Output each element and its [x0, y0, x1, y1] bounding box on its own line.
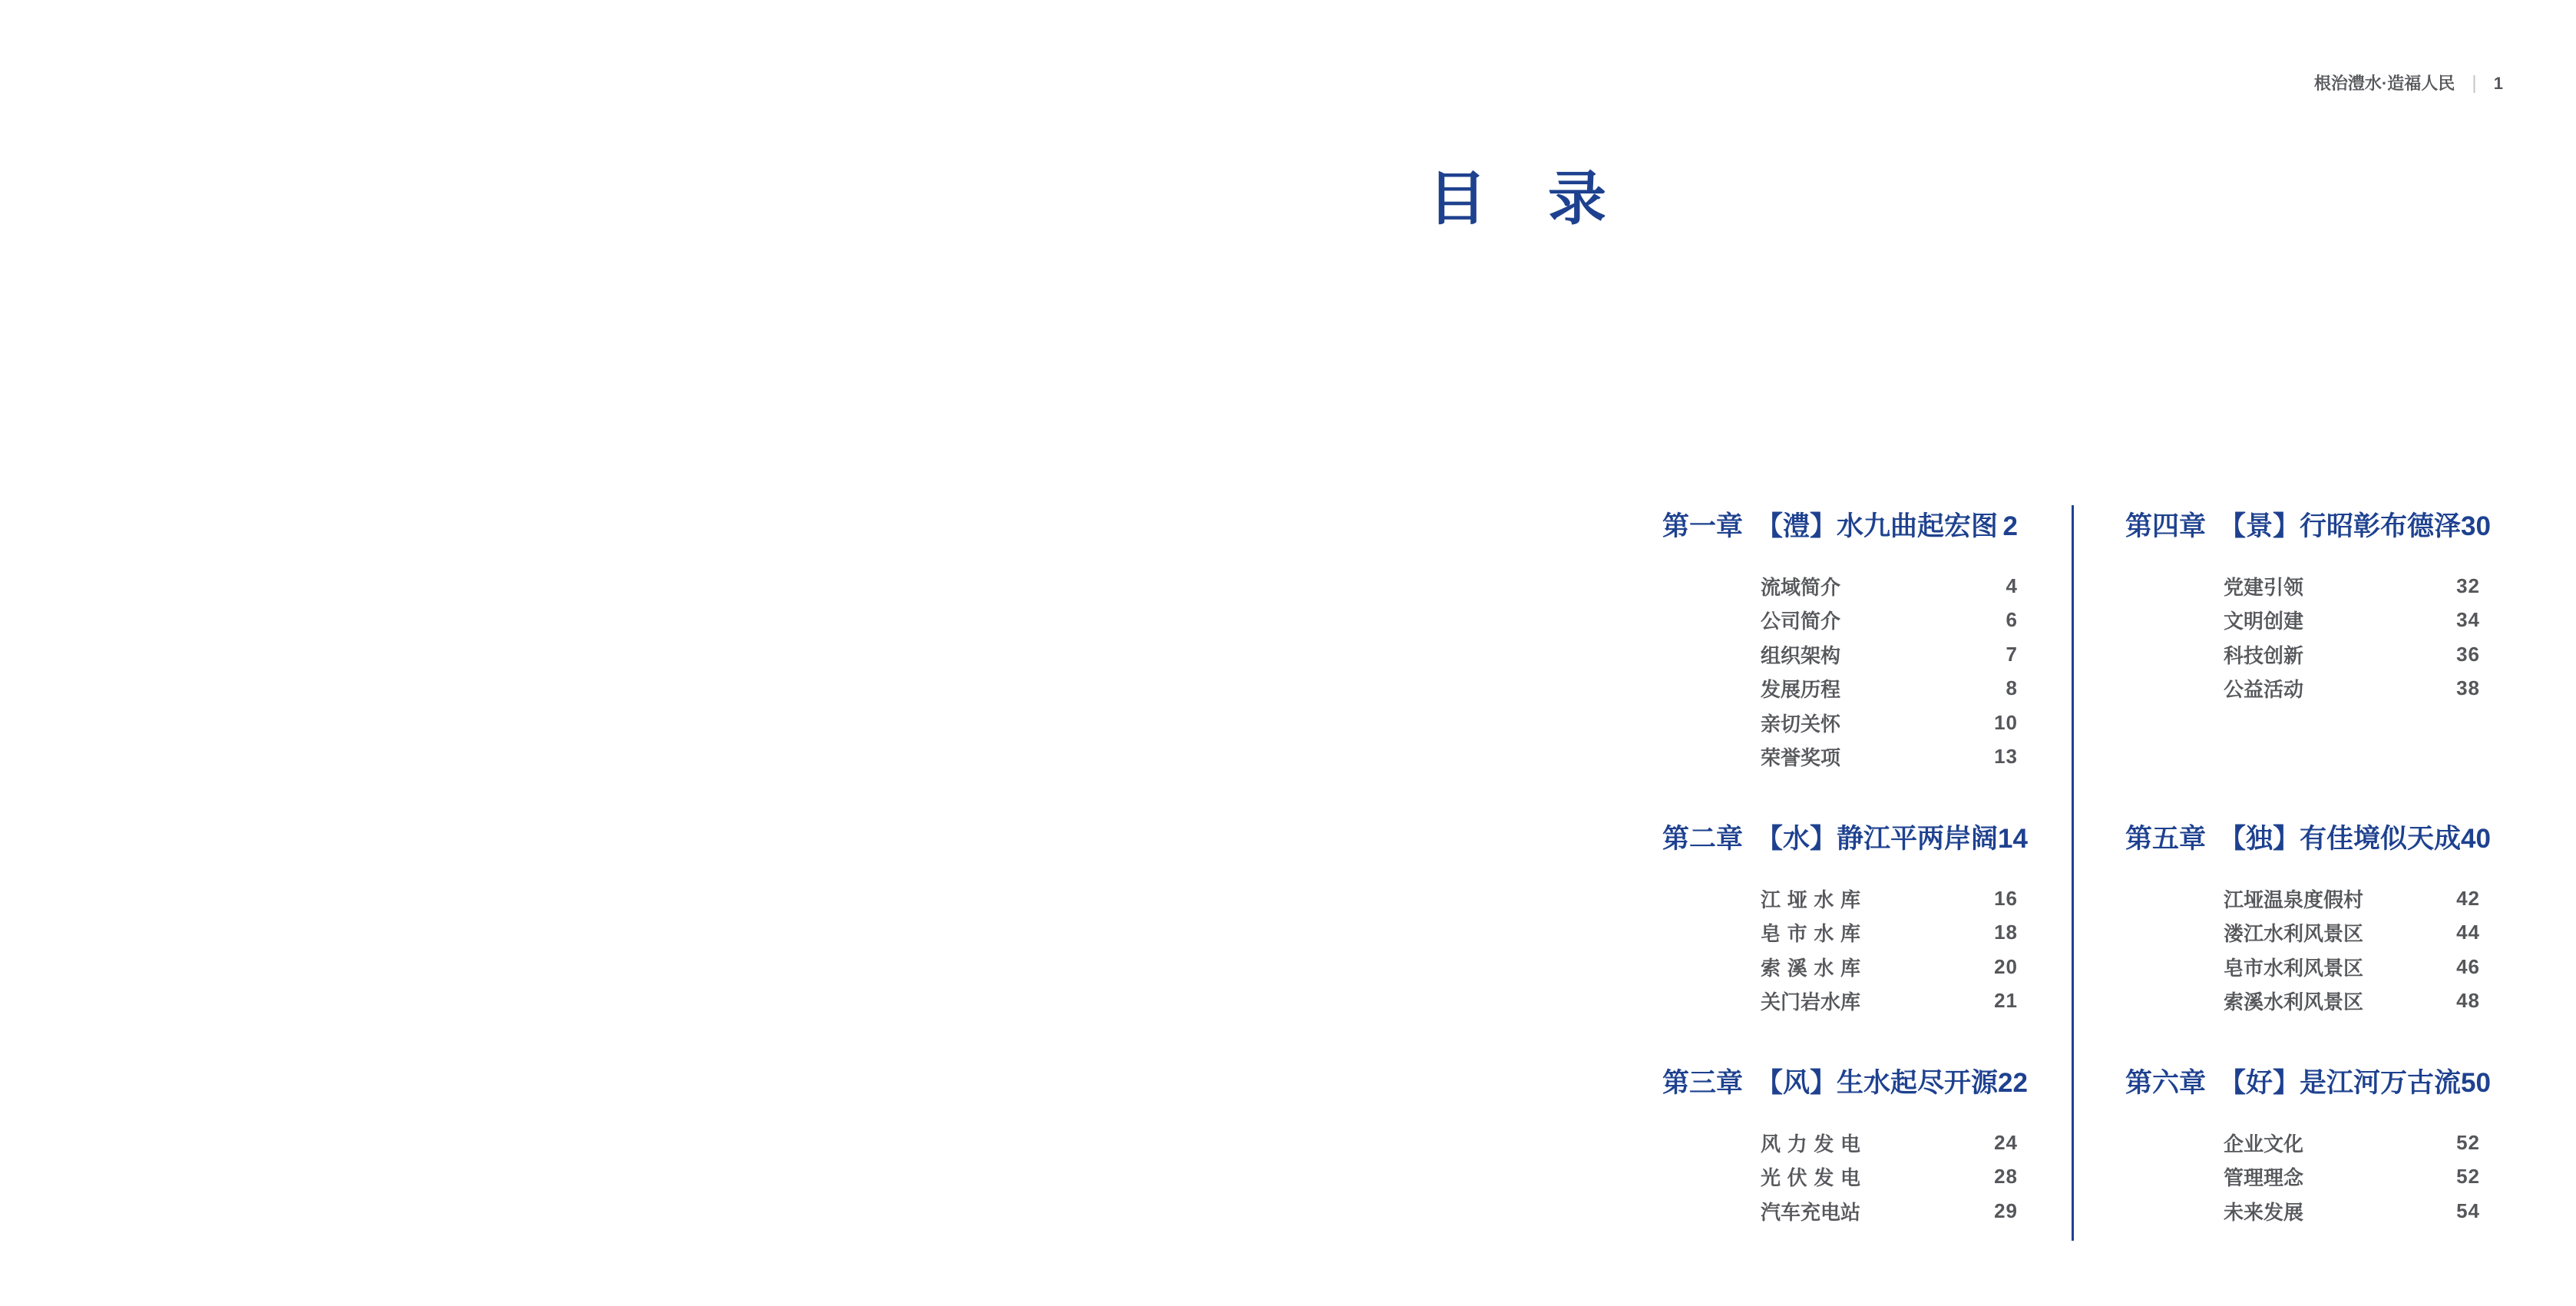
- toc-item-label: 流域简介: [1761, 575, 1841, 599]
- toc-item[interactable]: [1761, 1194, 2018, 1228]
- toc-item[interactable]: [1761, 672, 2018, 706]
- toc-item-label: 科技创新: [2224, 643, 2304, 667]
- toc-right-column: [2125, 0, 2491, 1306]
- chapter-title: 【景】行昭彰布德泽: [2219, 511, 2462, 541]
- toc-item-page-number: 42: [2456, 886, 2480, 910]
- toc-item-label: 管理理念: [2224, 1166, 2304, 1190]
- toc-item-page-number: 7: [2006, 642, 2018, 666]
- toc-item-page-number: 13: [1994, 745, 2018, 769]
- toc-chapter: [1662, 823, 2028, 1018]
- chapter-title: 【澧】水九曲起宏图: [1756, 511, 1999, 541]
- toc-item-page-number: 52: [2456, 1165, 2480, 1189]
- header-slogan: 根治澧水·造福人民: [2313, 74, 2455, 93]
- toc-chapter: [2125, 1067, 2491, 1228]
- chapter-entry[interactable]: [1662, 823, 2028, 855]
- chapter-title: 【水】静江平两岸阔: [1756, 824, 1999, 854]
- toc-item[interactable]: [1761, 603, 2018, 638]
- toc-item-page-number: 48: [2456, 989, 2480, 1013]
- toc-item-label: 江垭水库: [1761, 888, 1860, 911]
- toc-item[interactable]: [2224, 637, 2480, 672]
- toc-chapter: [1662, 511, 2018, 774]
- page-title: 目 录: [1428, 167, 1608, 232]
- chapter-title: 【好】是江河万古流: [2219, 1068, 2462, 1098]
- chapter-entry[interactable]: [2125, 511, 2491, 543]
- toc-chapter: [1662, 1067, 2028, 1228]
- toc-item[interactable]: [1761, 569, 2018, 603]
- toc-item-label: 公益活动: [2224, 678, 2304, 702]
- toc-item-page-number: 34: [2456, 608, 2480, 632]
- chapter-page-number: 2: [2002, 511, 2018, 541]
- chapter-number: 第三章: [1662, 1068, 1744, 1098]
- chapter-page-number: 50: [2461, 1068, 2491, 1098]
- chapter-entry[interactable]: [1662, 511, 2018, 543]
- toc-item-label: 未来发展: [2224, 1200, 2304, 1224]
- chapter-page-number: 22: [1998, 1068, 2028, 1098]
- toc-chapter: [2125, 511, 2491, 706]
- toc-item[interactable]: [1761, 1126, 2018, 1160]
- toc-chapter: [2125, 823, 2491, 1018]
- chapter-entry[interactable]: [1662, 1067, 2028, 1099]
- toc-left-column: [1662, 0, 2028, 1306]
- toc-item[interactable]: [2224, 603, 2480, 638]
- toc-item-label: 公司简介: [1761, 610, 1841, 633]
- toc-item[interactable]: [2224, 672, 2480, 706]
- toc-item-page-number: 18: [1994, 921, 2018, 944]
- chapter-items: [2125, 569, 2480, 706]
- chapter-page-number: 30: [2461, 511, 2491, 541]
- toc-item-page-number: 8: [2006, 676, 2018, 700]
- toc-item[interactable]: [1761, 706, 2018, 740]
- toc-item-page-number: 24: [1994, 1130, 2018, 1154]
- toc-item-page-number: 44: [2456, 921, 2480, 944]
- toc-item[interactable]: [1761, 984, 2018, 1019]
- toc-item-page-number: 6: [2006, 608, 2018, 632]
- toc-item[interactable]: [2224, 881, 2480, 916]
- toc-item-label: 汽车充电站: [1761, 1200, 1861, 1224]
- chapter-page-number: 40: [2461, 824, 2491, 854]
- toc-item-page-number: 21: [1994, 989, 2018, 1013]
- header-page-number: 1: [2493, 74, 2503, 93]
- toc-item-label: 江垭温泉度假村: [2224, 888, 2364, 911]
- toc-item[interactable]: [2224, 984, 2480, 1019]
- toc-item-label: 索溪水利风景区: [2224, 990, 2364, 1014]
- toc-item-page-number: 54: [2456, 1199, 2480, 1222]
- chapter-entry[interactable]: [2125, 1067, 2491, 1099]
- toc-item[interactable]: [2224, 1194, 2480, 1228]
- toc-item[interactable]: [1761, 740, 2018, 775]
- toc-item[interactable]: [2224, 1126, 2480, 1160]
- toc-item-label: 发展历程: [1761, 678, 1841, 702]
- chapter-items: [2125, 1126, 2480, 1228]
- column-divider-line: [2072, 505, 2074, 1241]
- toc-item-page-number: 29: [1994, 1199, 2018, 1222]
- toc-item-label: 企业文化: [2224, 1132, 2304, 1156]
- chapter-items: [2125, 881, 2480, 1018]
- toc-item-page-number: 28: [1994, 1165, 2018, 1189]
- toc-item[interactable]: [2224, 569, 2480, 603]
- toc-item-label: 党建引领: [2224, 575, 2304, 599]
- chapter-title: 【风】生水起尽开源: [1756, 1068, 1999, 1098]
- toc-item[interactable]: [1761, 637, 2018, 672]
- toc-item-page-number: 16: [1994, 886, 2018, 910]
- toc-item-label: 荣誉奖项: [1761, 746, 1841, 770]
- toc-item[interactable]: [2224, 1160, 2480, 1195]
- toc-item-label: 皂市水利风景区: [2224, 956, 2364, 980]
- toc-item-page-number: 4: [2006, 574, 2018, 597]
- toc-item-label: 组织架构: [1761, 643, 1841, 667]
- toc-item-label: 文明创建: [2224, 610, 2304, 633]
- toc-item-label: 风力发电: [1761, 1132, 1860, 1156]
- chapter-entry[interactable]: [2125, 823, 2491, 855]
- chapter-items: [1662, 881, 2018, 1018]
- toc-item-page-number: 32: [2456, 574, 2480, 597]
- toc-item[interactable]: [2224, 950, 2480, 984]
- toc-item[interactable]: [1761, 1160, 2018, 1195]
- toc-item-label: 亲切关怀: [1761, 712, 1841, 736]
- chapter-number: 第五章: [2125, 824, 2207, 854]
- chapter-number: 第一章: [1662, 511, 1744, 541]
- chapter-items: [1662, 1126, 2018, 1228]
- toc-item-label: 光伏发电: [1761, 1166, 1860, 1190]
- toc-item-page-number: 52: [2456, 1130, 2480, 1154]
- toc-item-page-number: 20: [1994, 954, 2018, 978]
- toc-item-label: 溇江水利风景区: [2224, 922, 2364, 946]
- toc-item-page-number: 10: [1994, 710, 2018, 734]
- toc-item[interactable]: [1761, 881, 2018, 916]
- chapter-items: [1662, 569, 2018, 774]
- toc-item-page-number: 46: [2456, 954, 2480, 978]
- chapter-page-number: 14: [1998, 824, 2028, 854]
- toc-item-label: 索溪水库: [1761, 956, 1860, 980]
- toc-item-page-number: 38: [2456, 676, 2480, 700]
- chapter-number: 第六章: [2125, 1068, 2207, 1098]
- toc-item[interactable]: [2224, 916, 2480, 951]
- toc-item-label: 皂市水库: [1761, 922, 1860, 946]
- chapter-title: 【独】有佳境似天成: [2219, 824, 2462, 854]
- toc-item-page-number: 36: [2456, 642, 2480, 666]
- toc-item[interactable]: [1761, 916, 2018, 951]
- header-separator-bar: |: [2472, 72, 2477, 94]
- toc-item-label: 关门岩水库: [1761, 990, 1861, 1014]
- chapter-number: 第二章: [1662, 824, 1744, 854]
- chapter-number: 第四章: [2125, 511, 2207, 541]
- toc-item[interactable]: [1761, 950, 2018, 984]
